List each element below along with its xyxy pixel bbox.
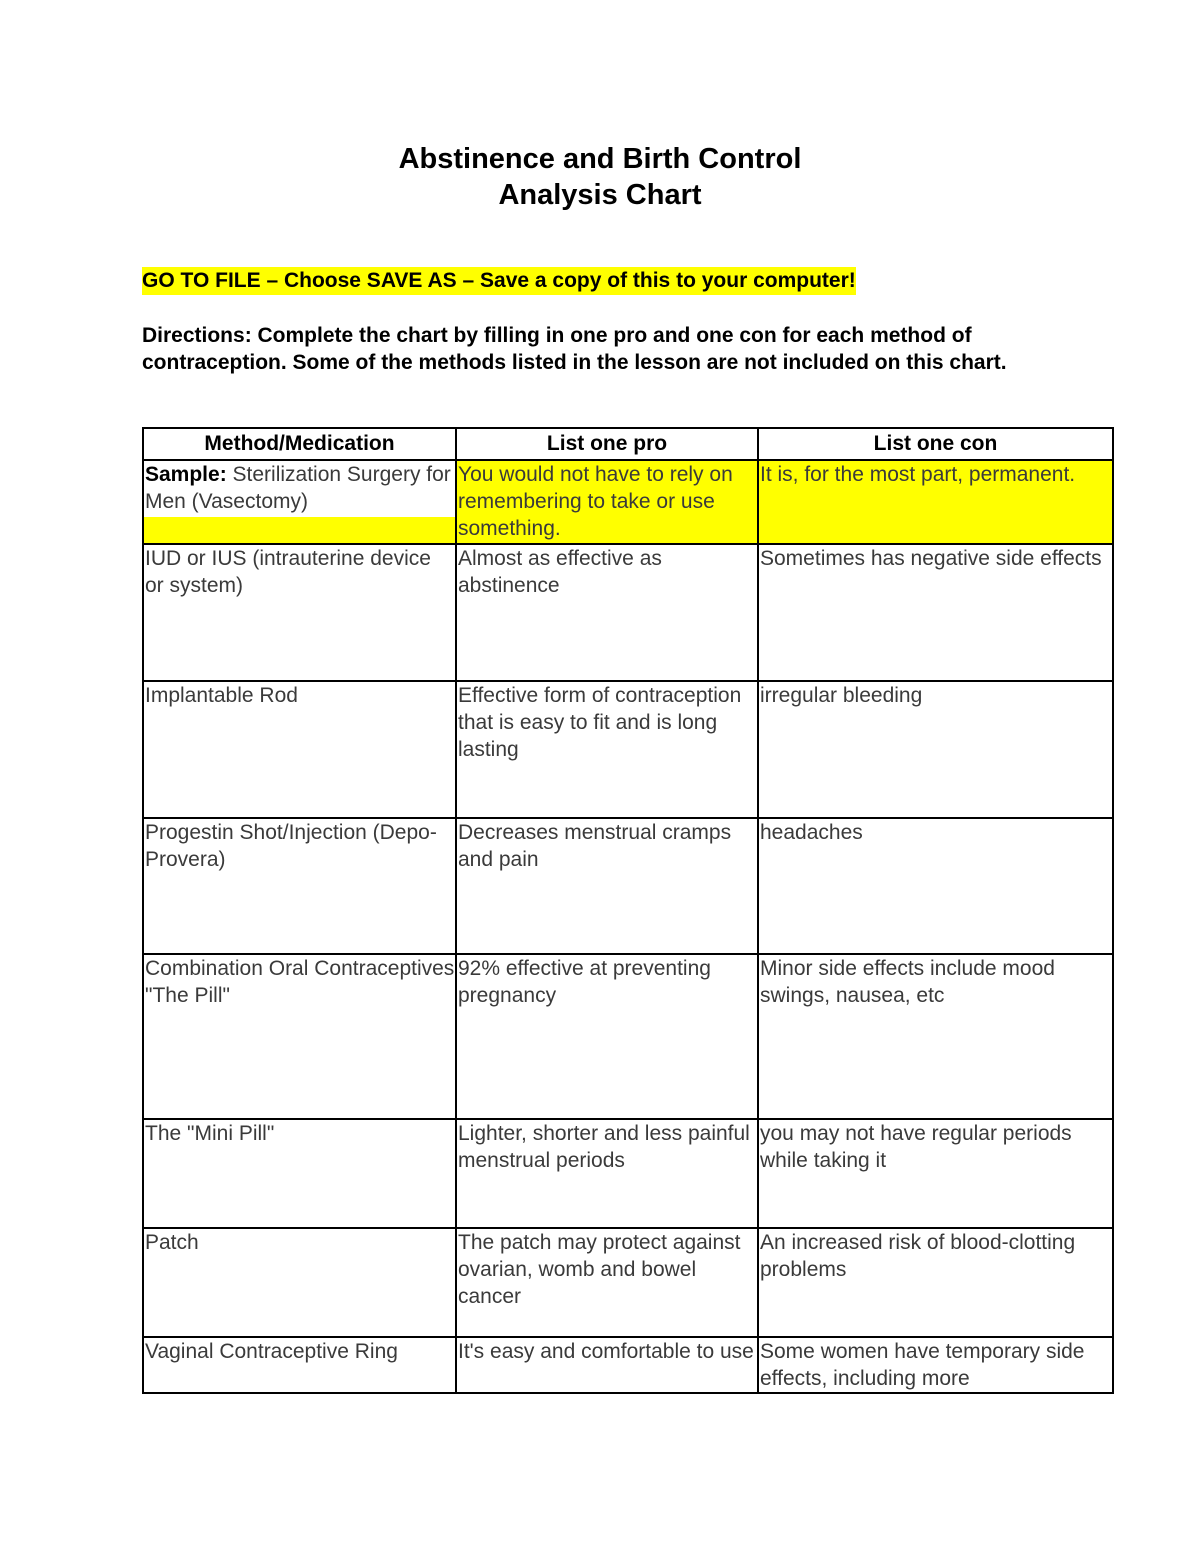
con-cell[interactable]: irregular bleeding [758,681,1113,818]
header-row [143,428,1113,460]
con-cell[interactable]: An increased risk of blood-clotting problems [758,1228,1113,1337]
con-cell[interactable]: Some women have temporary side effects, including more [758,1337,1113,1393]
method-cell[interactable]: Implantable Rod [143,681,456,818]
table-row [143,954,1113,1119]
method-cell[interactable]: Vaginal Contraceptive Ring [143,1337,456,1393]
header-pro: List one pro [456,428,758,460]
pro-cell: You would not have to rely on remembering to take or use something. [456,460,758,544]
table-row [143,1119,1113,1228]
table-row [143,681,1113,818]
pro-cell[interactable]: The patch may protect against ovarian, womb and bowel cancer [456,1228,758,1337]
method-cell[interactable]: Combination Oral Contraceptives "The Pill" [143,954,456,1119]
document-title: Abstinence and Birth Control [398,143,802,175]
pro-cell[interactable]: Lighter, shorter and less painful menstrual periods [456,1119,758,1228]
pro-cell[interactable]: Almost as effective as abstinence [456,544,758,681]
method-text: Sterilization Surgery for Men (Vasectomy) [145,463,451,513]
method-cell[interactable]: IUD or IUS (intrauterine device or system) [143,544,456,681]
table-row [143,1228,1113,1337]
con-cell[interactable]: Sometimes has negative side effects [758,544,1113,681]
table-row [143,544,1113,681]
pro-cell[interactable]: 92% effective at preventing pregnancy [456,954,758,1119]
document-subtitle: Analysis Chart [498,179,702,211]
method-cell[interactable]: The "Mini Pill" [143,1119,456,1228]
header-con: List one con [758,428,1113,460]
table-row [143,1337,1113,1393]
analysis-chart-table [142,427,1114,1394]
header-method: Method/Medication [143,428,456,460]
directions-text: Directions: Complete the chart by filling in one pro and one con for each method of contraception. Some of the methods listed in the lesson are not included on this chart. [142,324,1007,374]
method-cell[interactable]: Progestin Shot/Injection (Depo-Provera) [143,818,456,954]
table-row [143,818,1113,954]
con-cell[interactable]: headaches [758,818,1113,954]
table-row-sample [143,460,1113,544]
pro-cell[interactable]: Decreases menstrual cramps and pain [456,818,758,954]
method-cell [143,460,456,544]
method-cell[interactable]: Patch [143,1228,456,1337]
save-instruction: GO TO FILE – Choose SAVE AS – Save a copy of this to your computer! [142,267,856,295]
pro-cell[interactable]: It's easy and comfortable to use [456,1337,758,1393]
pro-cell[interactable]: Effective form of contraception that is easy to fit and is long lasting [456,681,758,818]
con-cell[interactable]: Minor side effects include mood swings, nausea, etc [758,954,1113,1119]
con-cell[interactable]: you may not have regular periods while taking it [758,1119,1113,1228]
sample-label: Sample: [145,463,227,486]
con-cell: It is, for the most part, permanent. [758,460,1113,544]
